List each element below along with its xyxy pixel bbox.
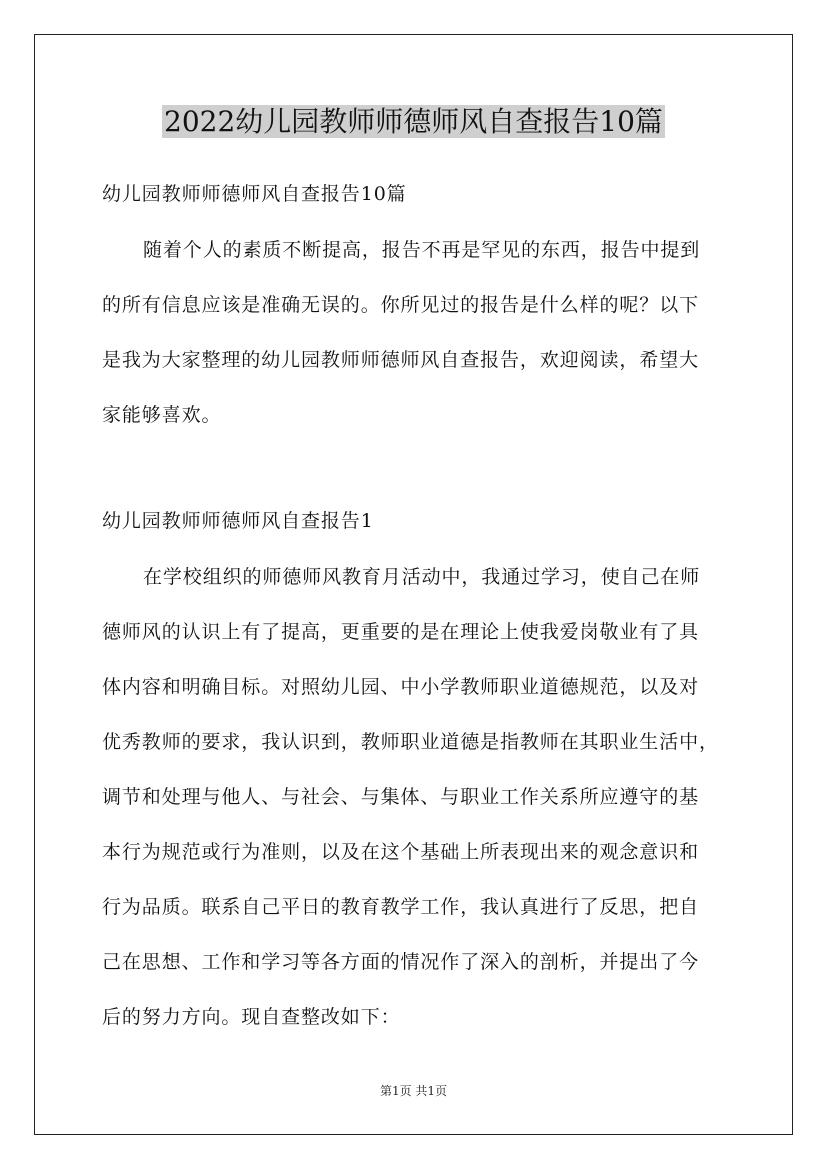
section-line: 后的努力方向。现自查整改如下： (102, 1006, 401, 1028)
section-line: 行为品质。联系自己平日的教育教学工作，我认真进行了反思，把自 (102, 896, 700, 918)
section-line: 调节和处理与他人、与社会、与集体、与职业工作关系所应遵守的基 (102, 786, 700, 808)
page-number-footer: 第1页 共1页 (379, 1084, 448, 1098)
document-title-text: 2022幼儿园教师师德师风自查报告10篇 (164, 105, 663, 138)
section-heading: 幼儿园教师师德师风自查报告1 (102, 510, 374, 532)
intro-line: 家能够喜欢。 (102, 404, 222, 426)
section-line: 己在思想、工作和学习等各方面的情况作了深入的剖析，并提出了今 (102, 951, 700, 973)
intro-line: 的所有信息应该是准确无误的。你所见过的报告是什么样的呢？以下 (102, 294, 700, 316)
intro-line: 是我为大家整理的幼儿园教师师德师风自查报告，欢迎阅读，希望大 (102, 349, 700, 371)
document-title (0, 100, 827, 144)
intro-line: 随着个人的素质不断提高，报告不再是罕见的东西，报告中提到 (143, 239, 701, 261)
section-line: 体内容和明确目标。对照幼儿园、中小学教师职业道德规范，以及对 (102, 676, 700, 698)
intro-heading: 幼儿园教师师德师风自查报告10篇 (102, 183, 407, 205)
section-line: 在学校组织的师德师风教育月活动中，我通过学习，使自己在师 (143, 566, 701, 588)
section-line: 德师风的认识上有了提高，更重要的是在理论上使我爱岗敬业有了具 (102, 621, 700, 643)
section-line: 优秀教师的要求，我认识到，教师职业道德是指教师在其职业生活中， (102, 731, 719, 753)
section-line: 本行为规范或行为准则，以及在这个基础上所表现出来的观念意识和 (102, 841, 700, 863)
